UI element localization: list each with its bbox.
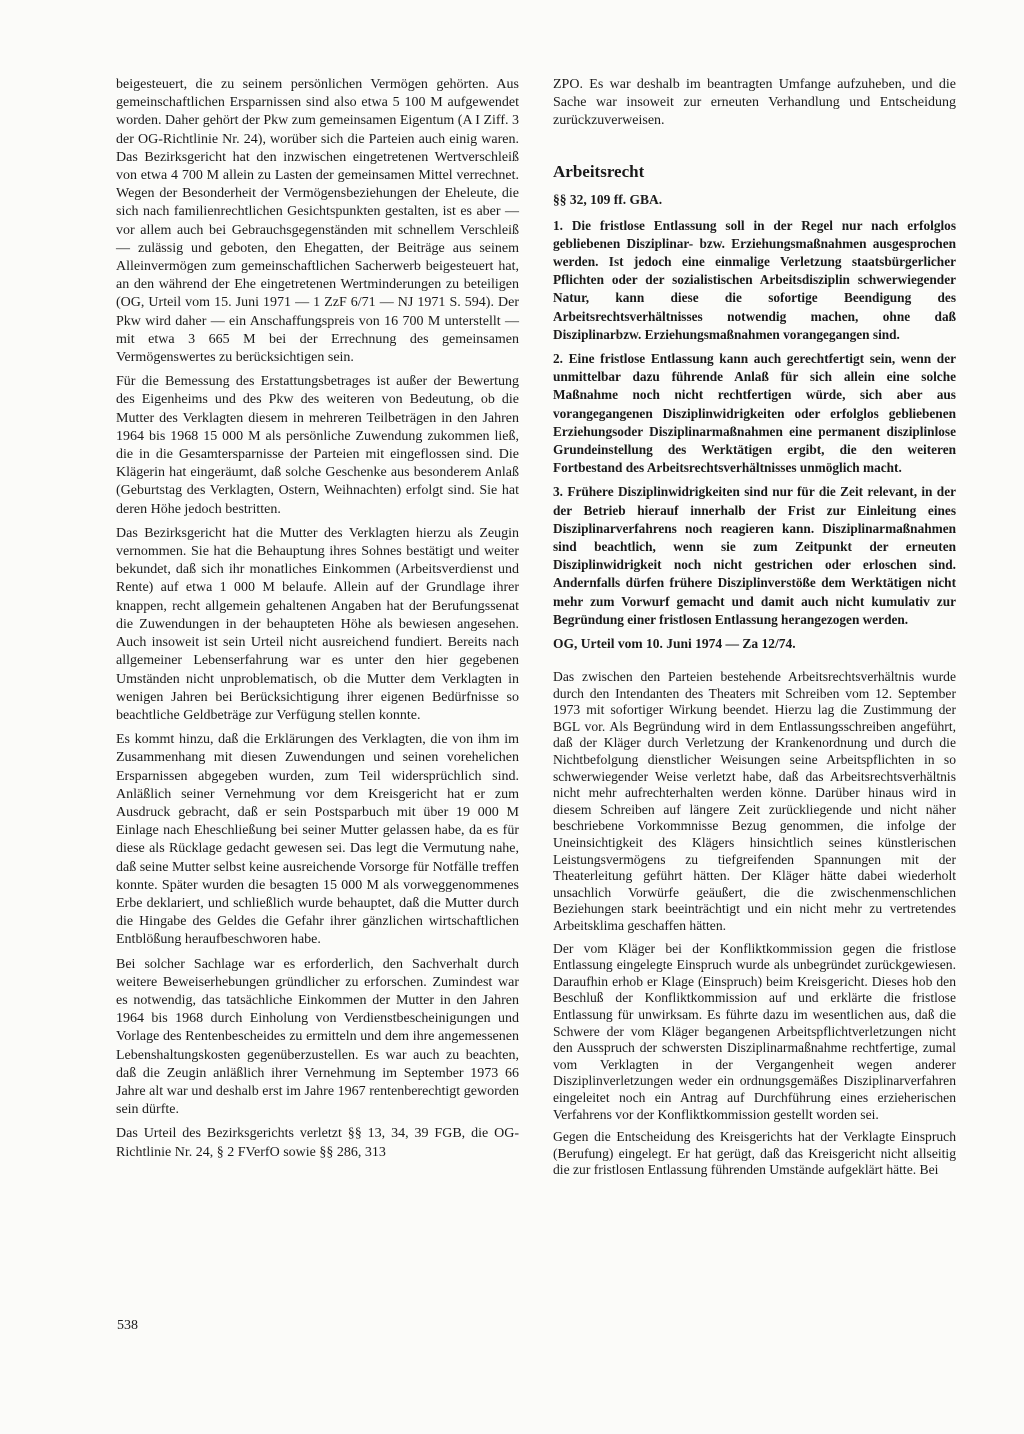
paragraph: Das Urteil des Bezirksgerichts verletzt §§ 13, 34, 39 FGB, die OG-Richtlinie Nr. 24, § 2 FVerfO sowie §§ 286, 313 <box>116 1126 519 1160</box>
paragraph: Für die Bemessung des Erstattungsbetrages ist außer der Bewertung des Eigenheims und des Pkw des weiteren von Bedeutung, ob die Mutter des Verklagten diesem in mehreren Teilbeträgen in den Jahren 1964 bis 1968 15 000 M als persönliche Zuwendung zukommen ließ, die in die Gesamtersparnisse der Parteien mit eingeflossen sind. Die Klägerin hat eingeräumt, daß solche Geschenke aus besonderem Anlaß (Geburtstag des Verklagten, Ostern, Weihnachten) erfolgt sind. Sie hat deren Höhe jedoch bestritten. <box>116 374 519 517</box>
paragraph: Das Bezirksgericht hat die Mutter des Verklagten hierzu als Zeugin vernommen. Sie hat die Behauptung ihres Sohnes bestätigt und weiter bekundet, daß sich ihr monatliches Einkommen (Arbeitsverdienst und Rente) auf etwa 1 000 M belaufe. Allein auf der Grundlage ihrer knappen, recht allgemein gehaltenen Angaben hat der Berufungssenat die Zuwendungen in der behaupteten Höhe als bewiesen angesehen. Auch insoweit ist sein Urteil nicht ausreichend fundiert. Bereits nach allgemeiner Lebenserfahrung war es unter den hier gegebenen Umständen nicht unproblematisch, ob die Mutter dem Verklagten in wenigen Jahren bei Berücksichtigung ihrer eigenen Bedürfnisse so beachtliche Geldbeträge zur Verfügung stellen konnte. <box>116 525 519 723</box>
headnote: 3. Frühere Disziplinwidrigkeiten sind nur für die Zeit relevant, in der der Betrieb hierauf innerhalb der Frist zur Einleitung eines Disziplinarverfahrens noch reagieren kann. Disziplinarmaßnahmen sind beachtlich, wenn sie zum Zeitpunkt der erneuten Disziplinwidrigkeit noch nicht gestrichen oder erloschen sind. Andernfalls dürfen frühere Disziplinverstöße dem Werktätigen nicht mehr zum Vorwurf gemacht und damit auch nicht kumulativ zur Begründung einer fristlosen Entlassung herangezogen werden. <box>553 484 956 627</box>
left-column <box>116 76 519 1168</box>
law-reference: §§ 32, 109 ff. GBA. <box>553 191 663 207</box>
paragraph: Es kommt hinzu, daß die Erklärungen des Verklagten, die von ihm im Zusammenhang mit diesen Zuwendungen und seinen vorehelichen Ersparnissen abgegeben wurden, zum Teil widersprüchlich sind. Anläßlich seiner Vernehmung vor dem Kreisgericht hat er zum Ausdruck gebracht, daß er sein Postsparbuch mit über 19 000 M Einlage nach Eheschließung bei seiner Mutter gelassen habe, da es für diese als Rücklage gedacht gewesen sei. Das legt die Vermutung nahe, daß seine Mutter selbst keine ausreichende Vorsorge für Notfälle treffen konnte. Später wurden die besagten 15 000 M als vorweggenommenes Erbe deklariert, und schließlich wurde behauptet, daß die Mutter durch die Hingabe des Geldes die Gefahr ihrer gänzlichen wirtschaftlichen Entblößung heraufbeschworen habe. <box>116 732 519 948</box>
section-title: Arbeitsrecht <box>553 161 645 181</box>
headnote: 1. Die fristlose Entlassung soll in der Regel nur nach erfolglos gebliebenen Disziplinar- bzw. Erziehungsmaßnahmen ausgesprochen werden. Ist jedoch eine einmalige Verletzung staatsbürgerlicher Pflichten oder der sozialistischen Arbeitsdisziplin schwerwiegender Natur, kann diese die sofortige Beendigung des Arbeitsrechtsverhältnisses notwendig machen, ohne daß Disziplinarbzw. Erziehungsmaßnahmen vorangegangen sind. <box>553 217 956 342</box>
headnote: 2. Eine fristlose Entlassung kann auch gerechtfertigt sein, wenn der unmittelbar dazu führende Anlaß für sich allein eine solche Maßnahme noch nicht rechtfertigen würde, sich aber aus vorangegangenen Disziplinwidrigkeiten oder erfolglos gebliebenen Erziehungsoder Disziplinarmaßnahmen eine permanent disziplinlose Grundeinstellung des Werktätigen ergibt, die den weiteren Fortbestand des Arbeitsrechtsverhältnisses unmöglich macht. <box>553 351 956 476</box>
paragraph: Das zwischen den Parteien bestehende Arbeitsrechtsverhältnis wurde durch den Intendanten des Theaters mit Schreiben vom 12. September 1973 mit sofortiger Wirkung beendet. Hierzu lag die Zustimmung der BGL vor. Als Begründung wird in dem Entlassungsschreiben angeführt, daß der Kläger durch Verletzung der Krankenordnung und durch die Nichtbefolgung dienstlicher Weisungen seine Arbeitspflichten in so schwerwiegender Weise verletzt habe, daß das Arbeitsrechtsverhältnis nicht mehr aufrechterhalten werden könne. Darüber hinaus wird in diesem Schreiben auf längere Zeit zurückliegende und nicht näher beschriebene Vorkommnisse Bezug genommen, die infolge der Uneinsichtigkeit des Klägers hinsichtlich seines künstlerischen Leistungsvermögens zu tiefgreifenden Spannungen mit der Theaterleitung geführt hätten. Der Kläger hätte dabei wiederholt unsachlich Vorwürfe geäußert, die die zwischenmenschlichen Beziehungen stark beeinträchtigt und ein nicht mehr zu vertretendes Arbeitsklima geschaffen hätten. <box>553 669 956 933</box>
paragraph: ZPO. Es war deshalb im beantragten Umfange aufzuheben, und die Sache war insoweit zur erneuten Verhandlung und Entscheidung zurückzuverweisen. <box>553 77 956 129</box>
paragraph: Gegen die Entscheidung des Kreisgerichts hat der Verklagte Einspruch (Berufung) eingelegt. Er hat gerügt, daß das Kreisgericht nicht allseitig die zur fristlosen Entlassung führenden Umstände aufgeklärt hätte. Bei <box>553 1129 956 1178</box>
court-reference: OG, Urteil vom 10. Juni 1974 — Za 12/74. <box>553 636 796 652</box>
paragraph: Bei solcher Sachlage war es erforderlich, den Sachverhalt durch weitere Beweiserhebungen gründlicher zu erforschen. Zumindest war es notwendig, das tatsächliche Einkommen der Mutter in den Jahren 1964 bis 1968 durch Einholung von Verdienstbescheinigungen und Vorlage des Rentenbescheides zu ermitteln und dem ihre angemessenen Lebenshaltungskosten gegenüberzustellen. Es war auch zu beachten, daß die Zeugin anläßlich ihrer Vernehmung im September 1973 66 Jahre alt war und deshalb erst im Jahre 1967 rentenberechtigt geworden sein dürfte. <box>116 956 519 1118</box>
paragraph: Der vom Kläger bei der Konfliktkommission gegen die fristlose Entlassung eingelegte Einspruch wurde als unbegründet zurückgewiesen. Daraufhin erhob er Klage (Einspruch) beim Kreisgericht. Dieses hob den Beschluß der Konfliktkommission auf und erklärte die fristlose Entlassung für unwirksam. Es führte dazu im wesentlichen aus, daß die Schwere der vom Kläger begangenen Arbeitspflichtverletzungen nicht den Ausspruch der schwersten Disziplinarmaßnahme rechtfertige, zumal vom Verklagten in der Vergangenheit wegen anderer Disziplinverletzungen weder ein ordnungsgemäßes Disziplinarverfahren eingeleitet noch ein Antrag auf Durchführung eines erzieherischen Verfahrens vor der Konfliktkommission gestellt worden sei. <box>553 940 956 1122</box>
page-number: 538 <box>117 1318 138 1333</box>
right-column <box>553 76 956 1185</box>
paragraph: beigesteuert, die zu seinem persönlichen Vermögen gehörten. Aus gemeinschaftlichen Ersparnissen sind also etwa 5 100 M aufgewendet worden. Daher gehört der Pkw zum gemeinsamen Eigentum (A I Ziff. 3 der OG-Richtlinie Nr. 24), worüber sich die Parteien auch einig waren. Das Bezirksgericht hat den inzwischen eingetretenen Wertverschleiß von etwa 4 700 M allein zu Lasten der gemeinsamen Mittel verrechnet. Wegen der Besonderheit der Vermögensbeziehungen der Eheleute, die sich nach familienrechtlichen Gesichtspunkten gestalten, ist es aber — vor allem auch bei Gebrauchsgegenständen mit schnellem Verschleiß — zulässig und geboten, den Ehegatten, der Beiträge aus seinem Alleinvermögen zum gemeinschaftlichen Sacherwerb beigesteuert hat, an den während der Ehe eingetretenen Wertminderungen zu beteiligen (OG, Urteil vom 15. Juni 1971 — 1 ZzF 6/71 — NJ 1971 S. 594). Der Pkw wird daher — ein Anschaffungspreis von 16 700 M unterstellt — mit etwa 3 665 M bei der Errechnung des gemeinsamen Vermögenswertes zu berücksichtigen sein. <box>116 77 519 366</box>
